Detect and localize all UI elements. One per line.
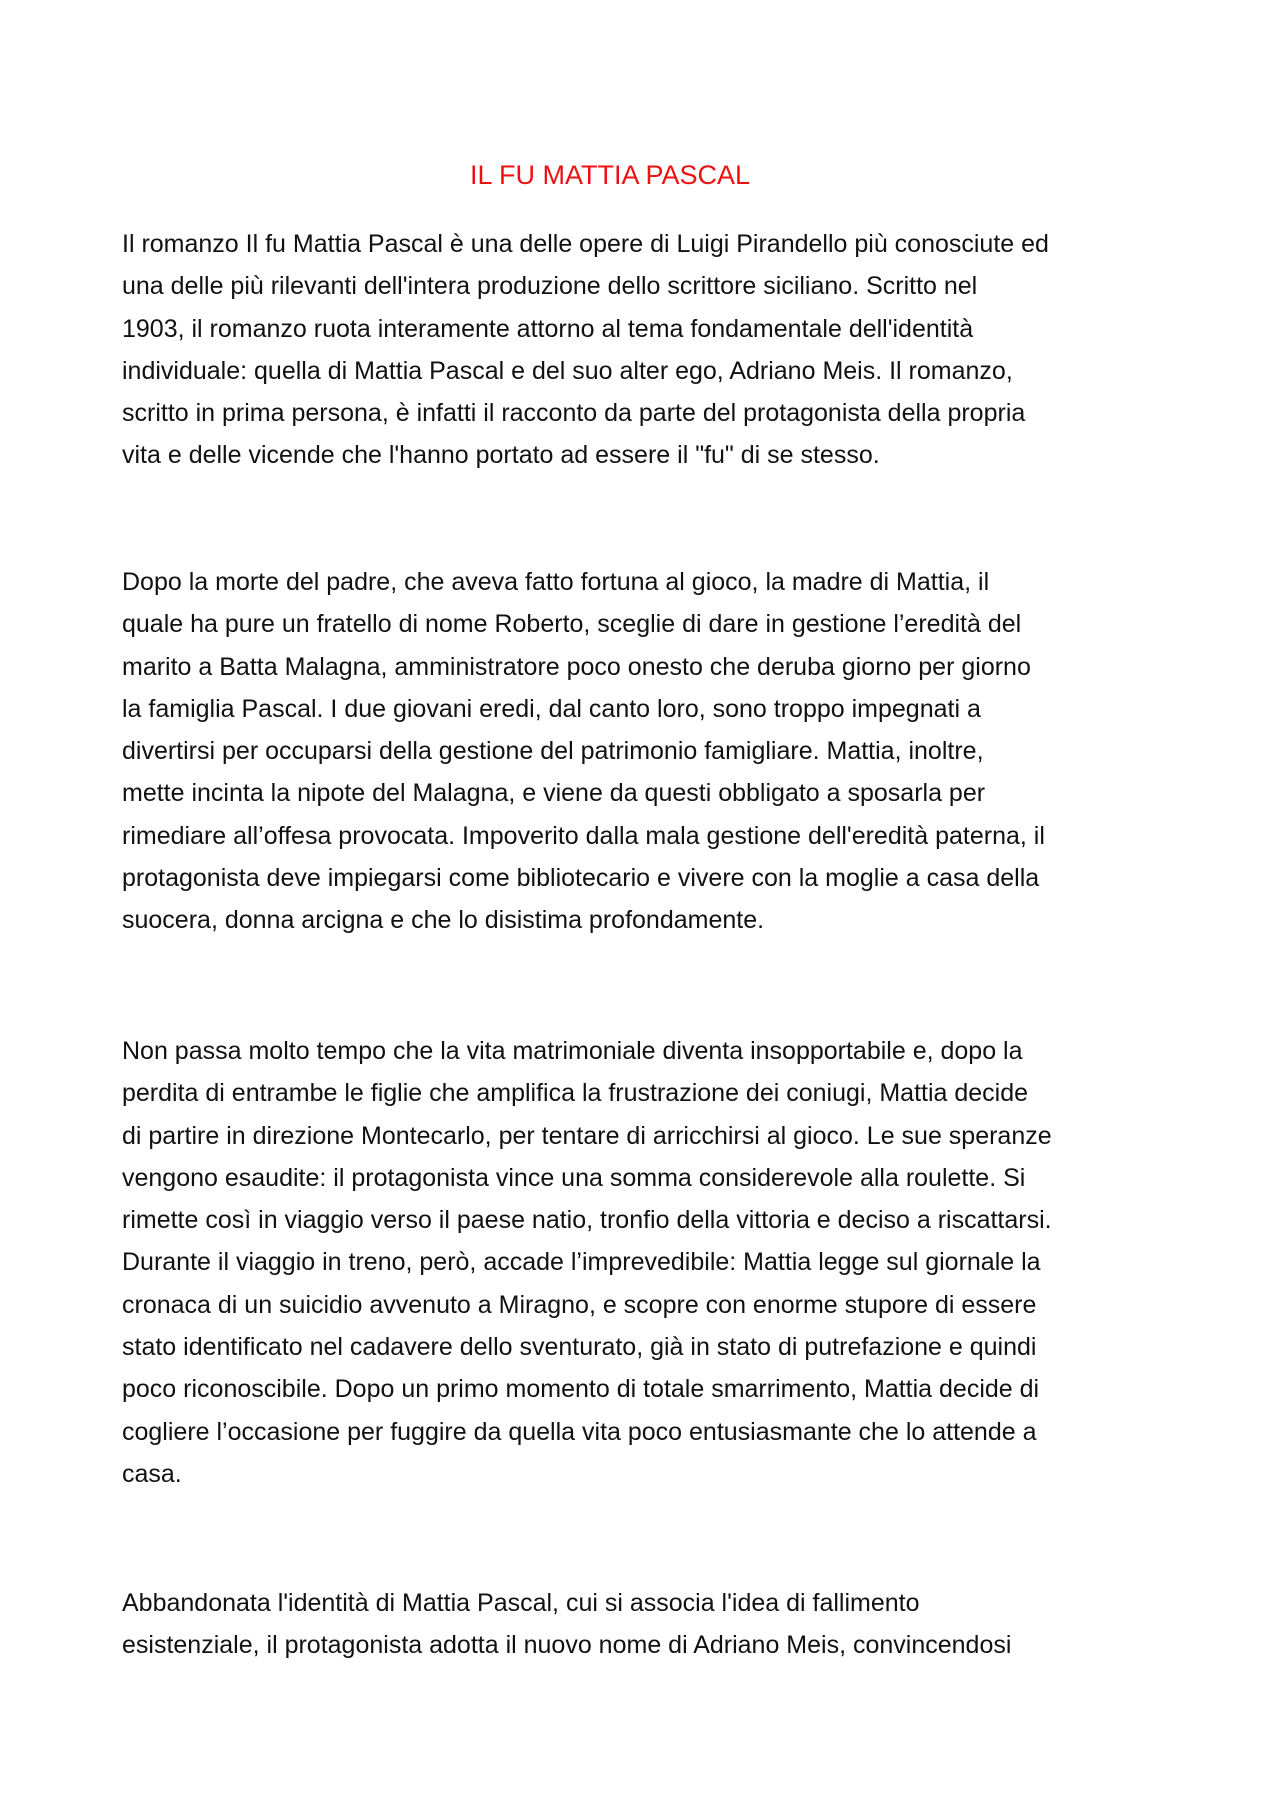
paragraph-family-background: Dopo la morte del padre, che aveva fatto fortuna al gioco, la madre di Mattia, il quale ha pure un fratello di nome Roberto, sceglie di dare in gestione l’eredità del marito a Batta Malagna, amministratore poco onesto che deruba giorno per giorno la famiglia Pascal. I due giovani eredi, dal canto loro, sono troppo impegnati a divertirsi per occuparsi della gestione del patrimonio famigliare. Mattia, inoltre, mette incinta la nipote del Malagna, e viene da questi obbligato a sposarla per rimediare all’offesa provocata. Impoverito dalla mala gestione dell'eredità paterna, il protagonista deve impiegarsi come bibliotecario e vivere con la moglie a casa della suocera, donna arcigna e che lo disistima profondamente. — [122, 568, 1045, 935]
paragraph-introduction: Il romanzo Il fu Mattia Pascal è una delle opere di Luigi Pirandello più conosciute ed una delle più rilevanti dell'intera produzione dello scrittore siciliano. Scritto nel 1903, il romanzo ruota interamente attorno al tema fondamentale dell'identità individuale: quella di Mattia Pascal e del suo alter ego, Adriano Meis. Il romanzo, scritto in prima persona, è infatti il racconto da parte del protagonista della propria vita e delle vicende che l'hanno portato ad essere il "fu" di se stesso. — [122, 230, 1049, 470]
document-title: IL FU MATTIA PASCAL — [469, 160, 751, 190]
paragraph-new-identity: Abbandonata l'identità di Mattia Pascal, cui si associa l'idea di fallimento esistenziale, il protagonista adotta il nuovo nome di Adriano Meis, convincendosi — [122, 1589, 1012, 1660]
paragraph-montecarlo-journey: Non passa molto tempo che la vita matrimoniale diventa insopportabile e, dopo la perdita di entrambe le figlie che amplifica la frustrazione dei coniugi, Mattia decide di partire in direzione Montecarlo, per tentare di arricchirsi al gioco. Le sue speranze vengono esaudite: il protagonista vince una somma considerevole alla roulette. Si rimette così in viaggio verso il paese natio, tronfio della vittoria e deciso a riscattarsi. Durante il viaggio in treno, però, accade l’imprevedibile: Mattia legge sul giornale la cronaca di un suicidio avvenuto a Miragno, e scopre con enorme stupore di essere stato identificato nel cadavere dello sventurato, già in stato di putrefazione e quindi poco riconoscibile. Dopo un primo momento di totale smarrimento, Mattia decide di cogliere l’occasione per fuggire da quella vita poco entusiasmante che lo attende a casa. — [122, 1037, 1052, 1488]
